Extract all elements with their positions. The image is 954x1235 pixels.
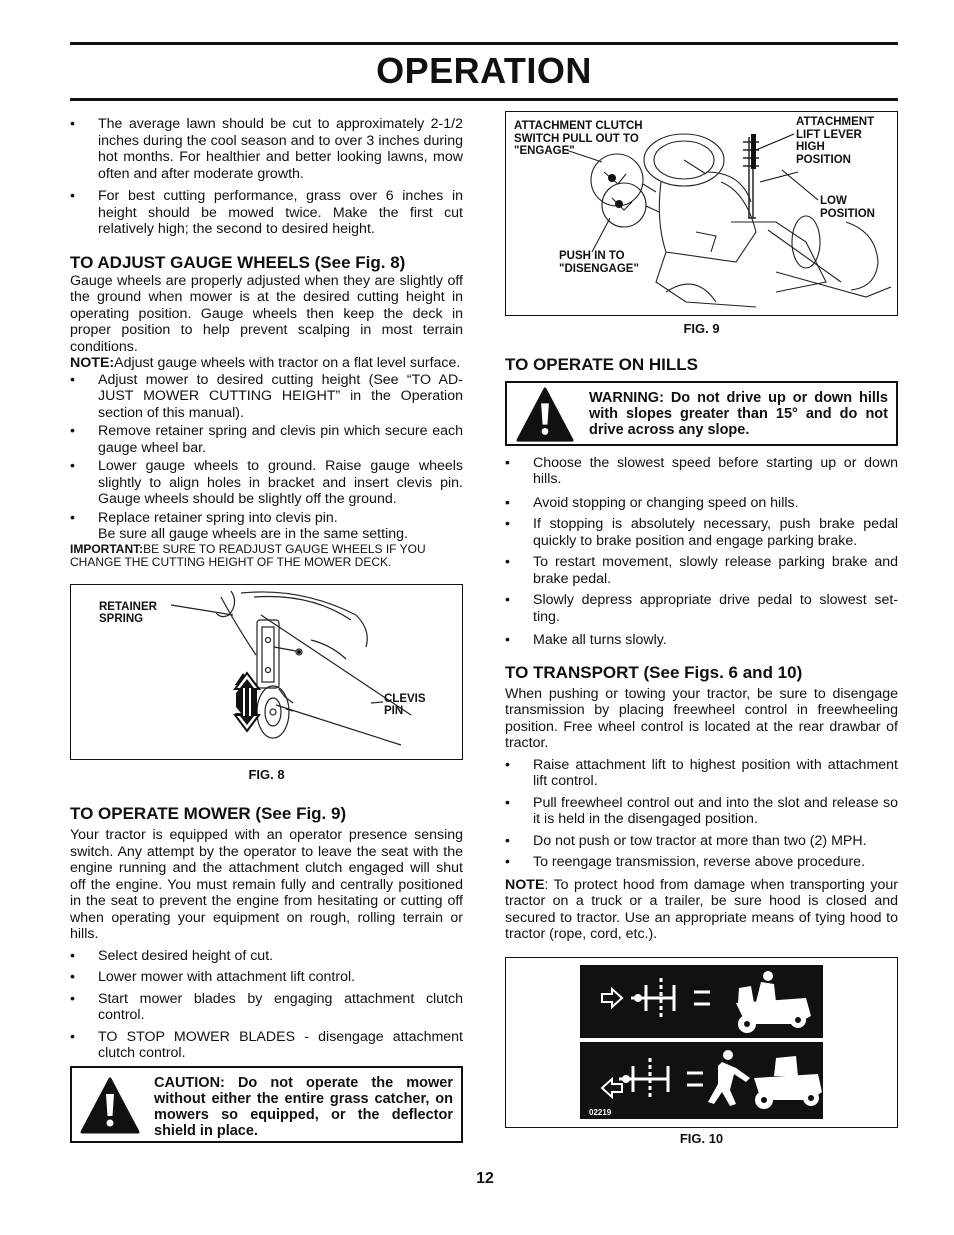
note-label: NOTE:	[70, 355, 115, 371]
list-item: • Replace retainer spring into clevis pin.	[70, 510, 463, 527]
gauge-continuation: Be sure all gauge wheels are in the same setting.	[98, 526, 408, 542]
list-item: • Make all turns slowly.	[505, 632, 898, 649]
list-item: • Adjust mower to desired cutting height (See “TO AD-JUST MOWER CUTTING HEIGHT” in the Operation section of this manual).	[70, 372, 463, 422]
list-item: • To restart movement, slowly release parking brake and brake pedal.	[505, 554, 898, 587]
caution-box	[70, 1066, 463, 1143]
left-column	[70, 111, 463, 1143]
page-title: OPERATION	[376, 50, 592, 91]
important-notice	[70, 543, 463, 570]
gauge-note	[70, 355, 463, 372]
transport-heading: TO TRANSPORT (See Figs. 6 and 10)	[505, 662, 803, 682]
list-item: • Avoid stopping or changing speed on hills.	[505, 495, 898, 512]
warning-triangle-icon	[514, 386, 576, 444]
note-text: Adjust gauge wheels with tractor on a flat level surface.	[114, 355, 461, 371]
operate-mower-heading: TO OPERATE MOWER (See Fig. 9)	[70, 804, 347, 823]
push-disengage-label: PUSH IN TO "DISENGAGE"	[559, 250, 639, 275]
right-column	[505, 111, 898, 1147]
fig10-illustration	[505, 957, 898, 1128]
lift-lever-label: ATTACHMENT LIFT LEVER HIGH POSITION	[796, 116, 875, 166]
list-item: • Do not push or tow tractor at more than two (2) MPH.	[505, 833, 898, 850]
decal-code: 02219	[589, 1107, 612, 1117]
freewheel-decal-drawing	[506, 958, 897, 1126]
list-item: • Lower gauge wheels to ground. Raise gauge wheels slightly to align holes in bracket and insert clevis pin. Gauge wheels should be slightly off the ground.	[70, 458, 463, 508]
fig9-illustration	[505, 111, 898, 316]
clevis-pin-label: CLEVIS PIN	[384, 692, 426, 717]
note-label: NOTE	[505, 876, 545, 893]
list-item: • Lower mower with attachment lift control.	[70, 969, 463, 986]
fig9-caption: FIG. 9	[683, 321, 720, 336]
hills-list	[505, 455, 898, 649]
transport-paragraph: When pushing or towing your tractor, be sure to disengage transmission by placing freewheel control in freewheeling position. Free wheel control is located at the rear drawbar of tractor.	[505, 685, 898, 751]
title-underline	[70, 98, 898, 101]
mowing-tips-list	[70, 116, 463, 238]
transport-list	[505, 757, 898, 871]
fig10-caption: FIG. 10	[679, 1130, 724, 1146]
important-label: IMPORTANT:	[70, 541, 144, 556]
list-item: • Choose the slowest speed before starting up or down hills.	[505, 455, 898, 488]
clutch-switch-label: ATTACHMENT CLUTCH SWITCH PULL OUT TO "ENGAGE"	[514, 120, 643, 157]
caution-text: CAUTION: Do not operate the mower without either the entire grass catcher, on mowers so equipped, or the deflector shield in place.	[154, 1074, 453, 1139]
list-item: • To reengage transmission, reverse above procedure.	[505, 854, 898, 871]
gauge-wheels-heading: TO ADJUST GAUGE WHEELS (See Fig. 8)	[70, 252, 406, 272]
gauge-wheels-paragraph: Gauge wheels are properly adjusted when they are slightly off the ground when mower is at the desired cutting height in operating position. Gauge wheels then keep the deck in proper position to help prevent scalping in most terrain conditions.	[70, 272, 463, 355]
list-item: • If stopping is absolutely necessary, push brake pedal quickly to brake position and engage parking brake.	[505, 516, 898, 549]
warning-box	[505, 381, 898, 446]
list-item: • The average lawn should be cut to approximately 2-1/2 inches during the cool season and to over 3 inches during hot months. For healthier and better looking lawns, mow often and after moderate growth.	[70, 116, 463, 182]
fig8-caption: FIG. 8	[248, 766, 285, 782]
list-item: • Slowly depress appropriate drive pedal to slowest set-ting.	[505, 592, 898, 625]
important-text: BE SURE TO READJUST GAUGE WHEELS IF YOU CHANGE THE CUTTING HEIGHT OF THE MOWER DECK.	[70, 541, 426, 569]
list-item: • Pull freewheel control out and into the slot and release so it is held in the disengaged position.	[505, 795, 898, 828]
warning-triangle-icon	[79, 1076, 141, 1136]
list-item: • Start mower blades by engaging attachment clutch control.	[70, 991, 463, 1024]
list-item: • Remove retainer spring and clevis pin which secure each gauge wheel bar.	[70, 423, 463, 456]
list-item: • For best cutting performance, grass over 6 inches in height should be mowed twice. Make the first cut relatively high; the second to desired height.	[70, 188, 463, 238]
retainer-spring-label: RETAINER SPRING	[99, 600, 157, 625]
low-position-label: LOW POSITION	[820, 195, 875, 220]
list-item: • Raise attachment lift to highest position with attachment lift control.	[505, 757, 898, 790]
top-rule	[70, 42, 898, 45]
operate-mower-list	[70, 948, 463, 1062]
gauge-steps-list	[70, 372, 463, 527]
page-number: 12	[476, 1170, 494, 1187]
list-item: • Select desired height of cut.	[70, 948, 463, 965]
transport-note	[505, 877, 898, 943]
note-text: : To protect hood from damage when transporting your tractor on a truck or a trailer, be sure hood is closed and secured to tractor. Use an appropriate means of tying hood to tractor (rope, cord, etc.).	[505, 876, 898, 942]
list-item: • TO STOP MOWER BLADES - disengage attachment clutch control.	[70, 1029, 463, 1062]
fig8-illustration	[70, 584, 463, 760]
hills-heading: TO OPERATE ON HILLS	[505, 354, 698, 374]
warning-text: WARNING: Do not drive up or down hills with slopes greater than 15° and do not drive across any slope.	[589, 389, 888, 438]
operate-mower-paragraph: Your tractor is equipped with an operator presence sensing switch. Any attempt by the operator to leave the seat with the engine running and the attachment clutch engaged will shut off the engine. You must remain fully and centrally positioned in the seat to prevent the engine from hesitating or cutting off when operating your equipment on rough, rolling terrain or hills.	[70, 827, 463, 942]
